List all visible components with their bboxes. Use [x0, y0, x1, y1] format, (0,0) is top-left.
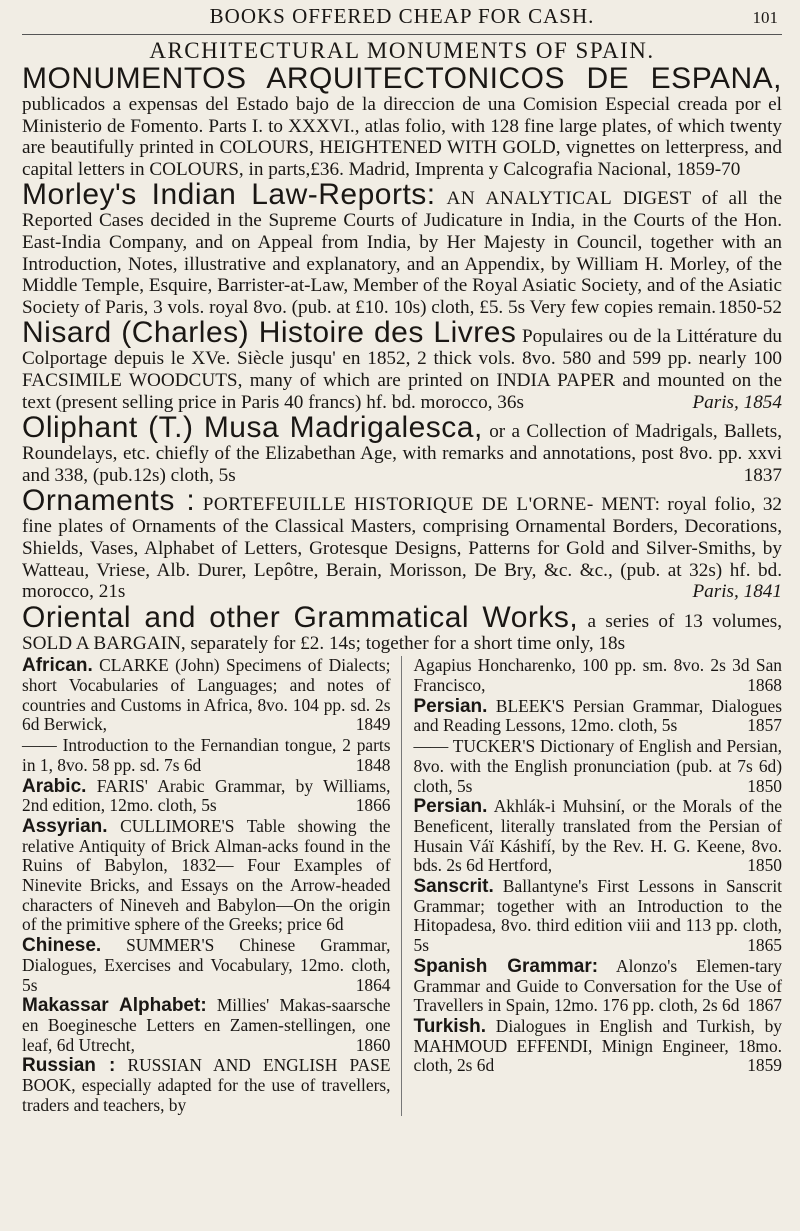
item-text: CULLIMORE'S Table showing the relative Antiquity of Brick Alman-acks found in the Ruins of Babylon, 1832— Four Examples of Ninevite Bricks, and Essays on the Arrow-headed characters of Nineveh and Babylon—On the origin of the primitive sphere of the Greeks; price 6d — [22, 815, 391, 935]
item-text: Alonzo's Elemen-tary Grammar and Guide to Conversation for the Use of Travellers in Spain, 12mo. 176 pp. cloth, 2s 6d — [413, 955, 783, 1016]
entry-morley — [22, 180, 782, 318]
entry-body: of Madrigals, Ballets, Roundelays, etc. chiefly of the Elizabethan Age, with remarks and annotations, post 8vo. pp. xxvi and 338, (pub.12s) cloth, 5s — [22, 421, 783, 486]
left-column — [22, 656, 402, 1116]
list-item — [414, 797, 783, 876]
item-date: 1850 — [747, 855, 782, 876]
item-date: 1860 — [355, 1034, 391, 1055]
item-heading: Spanish Grammar: — [413, 955, 599, 977]
item-heading: Assyrian. — [22, 815, 108, 837]
list-item — [414, 697, 783, 736]
entry-body: 13 volumes, SOLD A BARGAIN, separately for £2. 14s; together for a short time only, 18s — [22, 610, 783, 654]
entry-subtitle: PORTEFEUILLE HISTORIQUE DE L'ORNE- — [202, 494, 594, 516]
entry-monumentos — [22, 64, 782, 180]
entry-body: DIGEST of all the Reported Cases decided in the Supreme Courts of Judicature in India, in the Courts of the Hon. East-India Company, and on Appeal from India, by Her Majesty in Council, together with an Introduction, Notes, illustrative and explanatory, and an Appendix, by William H. Morley, of the Middle Temple, Esquire, Barrister-at-Law, Member of the Royal Asiatic Society, and of the Asiatic Society of Paris, 3 vols. royal 8vo. (pub. at £10. 10s) cloth, £5. 5s Very few copies remain. — [22, 188, 783, 318]
item-date: 1865 — [747, 935, 782, 956]
item-date: 1849 — [355, 714, 391, 735]
list-item — [22, 1056, 391, 1115]
list-item — [414, 957, 783, 1016]
right-column — [402, 656, 783, 1116]
entry-heading: Oliphant (T.) Musa Madrigalesca, — [22, 411, 483, 445]
item-text: BLEEK'S Persian Grammar, Dialogues and Reading Lessons, 12mo. cloth, 5s — [413, 695, 782, 736]
entry-ornaments — [22, 486, 782, 602]
list-item — [414, 1017, 783, 1076]
item-text: Agapius Honcharenko, 100 pp. sm. 8vo. 2s 3d San Francisco, — [413, 655, 782, 695]
entry-subtitle: Populaires — [521, 326, 603, 348]
entry-heading: Ornaments : — [22, 484, 196, 518]
item-heading: Persian. — [413, 695, 488, 717]
entry-subtitle: a series of — [587, 610, 675, 632]
list-item — [22, 817, 391, 935]
entry-oriental — [22, 600, 783, 655]
item-text: —— TUCKER'S Dictionary of English and Persian, 8vo. with the English pronunciation (pub. at 7s 6d) cloth, 5s — [413, 736, 782, 796]
list-item — [22, 656, 391, 735]
entry-date: 1850-52 — [718, 296, 782, 318]
item-date: 1866 — [355, 795, 391, 816]
item-date: 1867 — [747, 995, 782, 1016]
catalogue-entries — [22, 64, 782, 654]
item-date: 1868 — [747, 674, 782, 695]
item-heading: Sanscrit. — [413, 876, 494, 898]
running-title: BOOKS OFFERED CHEAP FOR CASH. — [209, 4, 595, 28]
item-heading: African. — [22, 655, 93, 677]
item-text: Dialogues in English and Turkish, by MAHMOUD EFFENDI, Minign Engineer, 18mo. cloth, 2s 6d — [413, 1015, 782, 1076]
entry-heading: MONUMENTOS ARQUITECTONICOS DE ESPANA, — [22, 62, 782, 95]
entry-date: Paris, 1841 — [692, 581, 782, 603]
list-item — [414, 656, 783, 695]
two-column-listing — [22, 656, 782, 1116]
item-text: —— Introduction to the Fernandian tongue, 2 parts in 1, 8vo. 58 pp. sd. 7s 6d — [22, 735, 391, 775]
item-date: 1864 — [355, 974, 391, 995]
item-heading: Arabic. — [22, 775, 87, 797]
entry-subtitle: or a Collection — [489, 421, 607, 443]
item-heading: Russian : — [22, 1055, 116, 1077]
entry-body: ou de la Littérature du Colportage depuis le XVe. Siècle jusqu' en 1852, 2 thick vols. 8vo. 580 and 599 pp. nearly 100 FACSIMILE WOODCUTS, many of which are printed on INDIA PAPER and mounted on the text (present selling price in Paris 40 francs) hf. bd. morocco, 36s — [22, 326, 783, 413]
item-text: Millies' Makas-saarsche en Boeginesche Letters en Zamen-stellingen, one leaf, 6d Utrecht, — [22, 995, 391, 1055]
list-item — [22, 777, 391, 816]
item-date: 1848 — [355, 754, 391, 775]
entry-subtitle: AN ANALYTICAL — [446, 188, 613, 210]
item-date: 1850 — [747, 775, 782, 796]
entry-heading: Morley's Indian Law-Reports: — [22, 178, 436, 212]
list-item — [22, 736, 391, 775]
page-header — [22, 0, 782, 35]
page-number: 101 — [752, 8, 778, 27]
item-text: Akhlák-i Muhsiní, or the Morals of the Beneficent, literally translated from the Persian of Husain Váï Káshifí, by the Rev. H. G. Keene, 8vo. bds. 2s 6d Hertford, — [413, 796, 783, 876]
item-heading: Chinese. — [22, 935, 102, 957]
entry-body: MENT: royal folio, 32 fine plates of Ornaments of the Classical Masters, comprising Ornamental Borders, Decorations, Shields, Vases, Alphabet of Letters, Grotesque Designs, Patterns for Gold and Silver-Smiths, by Watteau, Vriese, Alb. Durer, Lepôtre, Berain, Morisson, De Bry, &c. &c., (pub. at 32s) hf. bd. morocco, 21s — [22, 494, 783, 603]
entry-body: publicados a expensas del Estado bajo de la direccion de una Comision Especial creada por el Ministerio de Fomento. Parts I. to XXXVI., atlas folio, with 128 fine large plates, of which twenty are beautifully printed in COLOURS, HEIGHTENED WITH GOLD, vignettes on letterpress, and capital letters in COLOURS, in parts,£36. Madrid, Imprenta y Calcografia Nacional, 1859-70 — [22, 94, 782, 180]
item-text: SUMMER'S Chinese Grammar, Dialogues, Exercises and Vocabulary, 12mo. cloth, 5s — [22, 935, 391, 995]
item-heading: Makassar Alphabet: — [22, 995, 207, 1017]
entry-heading: Oriental and other Grammatical Works, — [22, 600, 579, 634]
item-text: FARIS' Arabic Grammar, by Williams, 2nd edition, 12mo. cloth, 5s — [22, 775, 391, 816]
entry-date: Paris, 1854 — [692, 391, 782, 413]
item-text: CLARKE (John) Specimens of Dialects; short Vocabularies of Languages; and notes of countries and Customs in Africa, 8vo. 104 pp. sd. 2s 6d Berwick, — [22, 655, 391, 735]
entry-heading: Nisard (Charles) Histoire des Livres — [22, 316, 517, 350]
item-date: 1857 — [747, 715, 782, 736]
item-date: 1859 — [747, 1055, 782, 1076]
list-item — [414, 877, 783, 956]
entry-oliphant — [22, 413, 782, 486]
list-item — [414, 737, 783, 796]
entry-nisard — [22, 318, 782, 413]
item-heading: Turkish. — [413, 1015, 486, 1037]
entry-date: 1837 — [743, 464, 782, 486]
item-text: RUSSIAN AND ENGLISH PASE BOOK, especially adapted for the use of travellers, traders and teachers, by — [22, 1055, 391, 1115]
section-title: ARCHITECTURAL MONUMENTS OF SPAIN. — [149, 38, 655, 63]
item-text: Ballantyne's First Lessons in Sanscrit Grammar; together with an Introduction to the Hitopadesa, 8vo. third edition viii and 113 pp. cloth, 5s — [413, 876, 782, 956]
list-item — [22, 996, 391, 1055]
item-heading: Persian. — [413, 796, 488, 818]
list-item — [22, 936, 391, 995]
